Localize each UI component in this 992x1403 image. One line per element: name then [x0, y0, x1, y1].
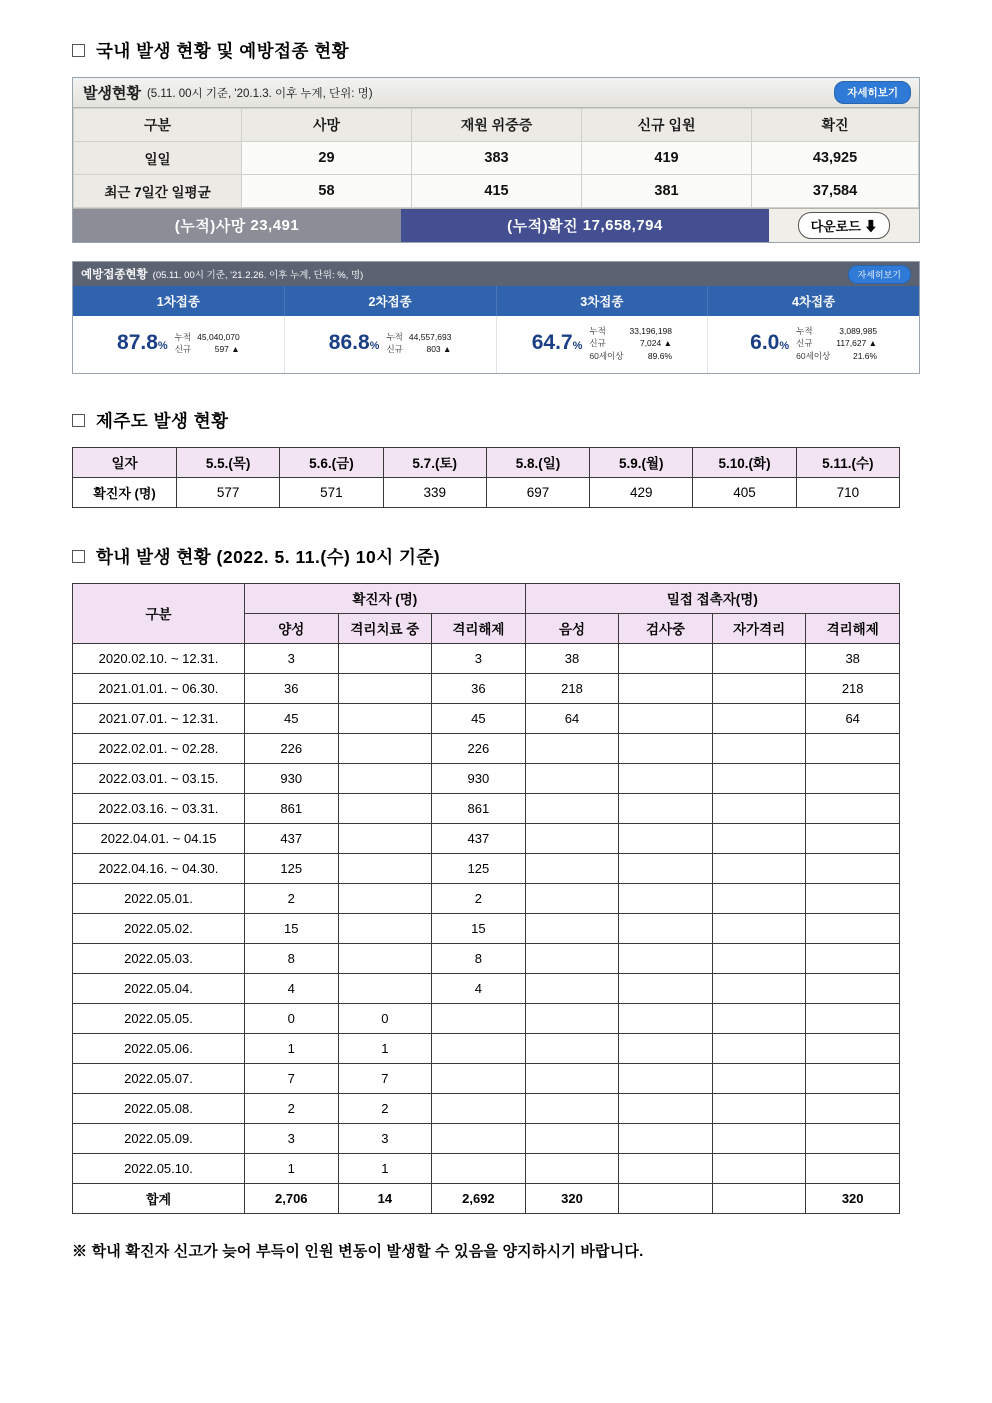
school-cell-5 [712, 643, 806, 673]
school-cell-4 [619, 883, 713, 913]
jeju-v0: 577 [177, 477, 280, 507]
school-cell-3: 64 [525, 703, 619, 733]
school-row-date: 2022.03.01. ~ 03.15. [73, 763, 245, 793]
vaccination-panel [72, 261, 920, 374]
table-row [73, 943, 900, 973]
cumulative-confirmed-value: 17,658,794 [582, 217, 663, 234]
jeju-v1: 571 [280, 477, 383, 507]
dose-4-k1: 신규 [796, 338, 813, 349]
school-cell-3 [525, 883, 619, 913]
school-cell-5 [712, 913, 806, 943]
school-cell-3: 38 [525, 643, 619, 673]
dose-3-k1: 신규 [589, 338, 606, 349]
table-row [73, 673, 900, 703]
kdca-occurrence-panel [72, 77, 920, 243]
school-cell-4 [619, 943, 713, 973]
school-cell-0: 4 [245, 973, 339, 1003]
school-cell-4 [619, 673, 713, 703]
table-row [73, 733, 900, 763]
jeju-h0: 일자 [73, 447, 177, 477]
school-cell-6 [806, 733, 900, 763]
school-cell-4 [619, 823, 713, 853]
school-sh-1: 격리치료 중 [338, 613, 432, 643]
school-cell-2 [432, 1003, 526, 1033]
school-cell-2: 2,692 [432, 1183, 526, 1213]
table-header-row [74, 109, 919, 142]
section-title: 제주도 발생 현황 [96, 410, 229, 431]
dose-4-v0: 3,089,985 [839, 326, 878, 336]
school-cell-1 [338, 883, 432, 913]
dose-2-percent: 86.8% [328, 331, 380, 355]
kdca-row0-label: 일일 [74, 142, 242, 175]
dose-2-v0: 44,557,693 [408, 332, 452, 343]
vaccination-detail-button[interactable]: 자세히보기 [848, 265, 911, 284]
dose-4-detail [796, 325, 877, 362]
school-cell-3 [525, 1153, 619, 1183]
dose-cell-3 [497, 316, 709, 373]
school-cell-5 [712, 703, 806, 733]
table-row [73, 913, 900, 943]
dose-header-4: 4차접종 [792, 295, 836, 309]
kdca-row1-label: 최근 7일간 일평균 [74, 175, 242, 208]
dose-cell-4 [708, 316, 919, 373]
school-cell-6 [806, 943, 900, 973]
kdca-title: 발생현황 [83, 85, 141, 102]
school-cell-3 [525, 793, 619, 823]
vaccination-dose-values [73, 316, 919, 373]
school-cell-4 [619, 1003, 713, 1033]
school-row-date: 2022.05.05. [73, 1003, 245, 1033]
school-cell-1 [338, 823, 432, 853]
school-h-contact: 밀접 접촉자(명) [525, 583, 899, 613]
vaccination-subtitle: (05.11. 00시 기준, '21.2.26. 이후 누계, 단위: %, 명) [152, 270, 364, 281]
school-cell-6 [806, 1093, 900, 1123]
dose-2-v1: 803 ▲ [426, 344, 452, 355]
dose-3-detail [589, 325, 672, 362]
school-cell-4 [619, 853, 713, 883]
dose-3-v2: 89.6% [647, 350, 673, 361]
school-cell-4 [619, 643, 713, 673]
table-row [73, 1063, 900, 1093]
school-row-date: 2022.05.08. [73, 1093, 245, 1123]
school-cases-table [72, 583, 900, 1214]
school-cell-1: 14 [338, 1183, 432, 1213]
school-cell-4 [619, 703, 713, 733]
school-row-date: 2020.02.10. ~ 12.31. [73, 643, 245, 673]
table-row [73, 643, 900, 673]
kdca-col-0: 구분 [74, 109, 242, 142]
school-row-date: 2022.03.16. ~ 03.31. [73, 793, 245, 823]
school-cell-5 [712, 1093, 806, 1123]
school-sh-4: 검사중 [619, 613, 713, 643]
school-cell-3 [525, 1093, 619, 1123]
school-cell-0: 7 [245, 1063, 339, 1093]
school-cell-5 [712, 1063, 806, 1093]
school-cell-2: 930 [432, 763, 526, 793]
table-row [73, 1153, 900, 1183]
school-cell-2 [432, 1123, 526, 1153]
dose-4-v1: 117,627 ▲ [836, 338, 878, 349]
school-sh-5: 자가격리 [712, 613, 806, 643]
vaccination-panel-header [73, 262, 919, 286]
school-row-date: 2022.05.04. [73, 973, 245, 1003]
jeju-row-label: 확진자 (명) [73, 477, 177, 507]
jeju-v4: 429 [590, 477, 693, 507]
cumulative-death-value: 23,491 [250, 217, 300, 234]
school-cell-6 [806, 1123, 900, 1153]
school-row-date: 2022.05.10. [73, 1153, 245, 1183]
table-row [73, 823, 900, 853]
school-cell-1: 1 [338, 1153, 432, 1183]
school-cell-2: 36 [432, 673, 526, 703]
school-cell-6 [806, 823, 900, 853]
school-cell-0: 437 [245, 823, 339, 853]
school-cell-2: 2 [432, 883, 526, 913]
dose-1-k0: 누적 [174, 332, 192, 343]
school-cell-5 [712, 823, 806, 853]
dose-1-k1: 신규 [174, 344, 192, 355]
section-heading-domestic [72, 38, 920, 63]
school-cell-5 [712, 853, 806, 883]
school-row-date: 2022.05.07. [73, 1063, 245, 1093]
school-cell-0: 3 [245, 1123, 339, 1153]
table-row [73, 793, 900, 823]
checkbox-icon [72, 44, 85, 57]
jeju-h2: 5.6.(금) [280, 447, 383, 477]
table-row-total [73, 1183, 900, 1213]
jeju-h5: 5.9.(월) [590, 447, 693, 477]
school-cell-0: 226 [245, 733, 339, 763]
school-cell-5 [712, 943, 806, 973]
school-cell-6 [806, 1033, 900, 1063]
school-cell-0: 1 [245, 1153, 339, 1183]
school-cell-6 [806, 913, 900, 943]
dose-header-1: 1차접종 [73, 286, 285, 316]
cumulative-death [73, 209, 401, 242]
school-cell-5 [712, 1003, 806, 1033]
school-cell-6 [806, 883, 900, 913]
table-row [74, 175, 919, 208]
kdca-panel-header [73, 78, 919, 108]
dose-cell-1 [73, 316, 285, 373]
kdca-cumulative-bar [73, 208, 919, 242]
school-row-date: 2022.05.01. [73, 883, 245, 913]
dose-4-k0: 누적 [796, 326, 813, 336]
school-cell-5 [712, 883, 806, 913]
cumulative-confirmed-label: (누적)확진 [507, 218, 579, 235]
school-cell-1 [338, 643, 432, 673]
school-cell-3 [525, 1063, 619, 1093]
school-cell-1: 3 [338, 1123, 432, 1153]
school-cell-3 [525, 733, 619, 763]
table-row [73, 973, 900, 1003]
dose-3-k2: 60세이상 [589, 350, 624, 361]
school-cell-2: 15 [432, 913, 526, 943]
school-cell-1 [338, 733, 432, 763]
school-cell-2 [432, 1033, 526, 1063]
vaccination-dose-headers [73, 286, 919, 316]
school-table-body [73, 643, 900, 1213]
dose-3-v0: 33,196,198 [629, 326, 673, 336]
school-cell-6: 320 [806, 1183, 900, 1213]
checkbox-icon [72, 414, 85, 427]
school-cell-4 [619, 1093, 713, 1123]
dose-1-v1: 597 ▲ [214, 344, 240, 355]
school-cell-0: 125 [245, 853, 339, 883]
school-cell-3 [525, 1003, 619, 1033]
school-cell-0: 2 [245, 1093, 339, 1123]
school-row-date: 2022.02.01. ~ 02.28. [73, 733, 245, 763]
table-row [73, 883, 900, 913]
checkbox-icon [72, 550, 85, 563]
dose-1-percent: 87.8% [117, 331, 168, 355]
school-cell-6: 64 [806, 703, 900, 733]
school-cell-0: 15 [245, 913, 339, 943]
school-cell-6 [806, 1003, 900, 1033]
download-button[interactable]: 다운로드 ⬇ [798, 212, 891, 239]
table-row [74, 142, 919, 175]
footnote: ※ 학내 확진자 신고가 늦어 부득이 인원 변동이 발생할 수 있음을 양지하시기 바랍니다. [72, 1242, 644, 1260]
kdca-detail-button[interactable]: 자세히보기 [834, 81, 911, 104]
school-cell-1 [338, 703, 432, 733]
school-cell-3 [525, 763, 619, 793]
school-row-date: 2022.05.09. [73, 1123, 245, 1153]
school-cell-2: 45 [432, 703, 526, 733]
section-heading-jeju [72, 408, 920, 433]
school-cell-4 [619, 1033, 713, 1063]
table-header-row-group [73, 583, 900, 613]
kdca-table [73, 108, 919, 208]
school-cell-2 [432, 1093, 526, 1123]
kdca-row1-v3: 37,584 [752, 175, 919, 208]
school-cell-5 [712, 1033, 806, 1063]
school-row-date: 2021.01.01. ~ 06.30. [73, 673, 245, 703]
dose-4-percent: 6.0% [750, 331, 790, 355]
school-cell-5 [712, 793, 806, 823]
table-row [73, 477, 900, 507]
school-cell-2 [432, 1063, 526, 1093]
school-cell-4 [619, 913, 713, 943]
dose-1-detail [175, 331, 240, 356]
school-cell-3: 218 [525, 673, 619, 703]
school-cell-2: 8 [432, 943, 526, 973]
school-cell-1 [338, 763, 432, 793]
table-row [73, 1123, 900, 1153]
kdca-col-4: 확진 [752, 109, 919, 142]
jeju-h4: 5.8.(일) [486, 447, 589, 477]
dose-3-k0: 누적 [589, 326, 606, 336]
school-cell-2 [432, 1153, 526, 1183]
school-row-date: 2022.04.16. ~ 04.30. [73, 853, 245, 883]
cumulative-death-label: (누적)사망 [174, 218, 246, 235]
dose-4-k2: 60세이상 [796, 350, 831, 361]
table-row [73, 1003, 900, 1033]
school-cell-2: 226 [432, 733, 526, 763]
school-cell-6 [806, 763, 900, 793]
school-cell-3 [525, 973, 619, 1003]
school-cell-1: 0 [338, 1003, 432, 1033]
school-cell-6 [806, 1153, 900, 1183]
dose-3-v1: 7,024 ▲ [639, 338, 673, 349]
school-cell-5 [712, 1153, 806, 1183]
dose-header-2: 2차접종 [285, 286, 497, 316]
school-cell-0: 930 [245, 763, 339, 793]
school-cell-0: 861 [245, 793, 339, 823]
school-sh-2: 격리해제 [432, 613, 526, 643]
table-header-row [73, 447, 900, 477]
kdca-row0-v3: 43,925 [752, 142, 919, 175]
school-cell-2: 3 [432, 643, 526, 673]
school-cell-3: 320 [525, 1183, 619, 1213]
jeju-h3: 5.7.(토) [383, 447, 486, 477]
school-cell-1: 1 [338, 1033, 432, 1063]
download-cell [769, 212, 919, 239]
school-cell-4 [619, 733, 713, 763]
cumulative-confirmed [401, 209, 769, 242]
school-cell-0: 0 [245, 1003, 339, 1033]
school-cell-5 [712, 1123, 806, 1153]
dose-1-v0: 45,040,070 [197, 332, 240, 343]
school-cell-0: 8 [245, 943, 339, 973]
school-cell-1: 2 [338, 1093, 432, 1123]
school-cell-0: 45 [245, 703, 339, 733]
school-cell-4 [619, 763, 713, 793]
school-row-date: 2022.04.01. ~ 04.15 [73, 823, 245, 853]
school-cell-1 [338, 973, 432, 1003]
jeju-h1: 5.5.(목) [177, 447, 280, 477]
school-sh-6: 격리해제 [806, 613, 900, 643]
school-cell-5 [712, 673, 806, 703]
school-cell-0: 36 [245, 673, 339, 703]
kdca-subtitle: (5.11. 00시 기준, '20.1.3. 이후 누계, 단위: 명) [146, 87, 373, 100]
section-title: 국내 발생 현황 및 예방접종 현황 [96, 41, 350, 61]
school-cell-0: 3 [245, 643, 339, 673]
school-cell-4 [619, 1153, 713, 1183]
jeju-v5: 405 [693, 477, 796, 507]
school-cell-4 [619, 973, 713, 1003]
kdca-row0-v1: 383 [412, 142, 582, 175]
school-cell-6: 218 [806, 673, 900, 703]
dose-4-v2: 21.6% [852, 350, 878, 361]
dose-2-k1: 신규 [386, 344, 403, 355]
school-row-date: 2021.07.01. ~ 12.31. [73, 703, 245, 733]
school-cell-5 [712, 1183, 806, 1213]
jeju-v6: 710 [796, 477, 899, 507]
table-row [73, 853, 900, 883]
table-row [73, 763, 900, 793]
kdca-col-1: 사망 [242, 109, 412, 142]
school-cell-5 [712, 763, 806, 793]
school-h-division: 구분 [73, 583, 245, 643]
school-cell-3 [525, 943, 619, 973]
kdca-col-3: 신규 입원 [582, 109, 752, 142]
school-cell-1 [338, 853, 432, 883]
school-cell-6 [806, 853, 900, 883]
school-row-date: 2022.05.06. [73, 1033, 245, 1063]
school-cell-3 [525, 823, 619, 853]
school-cell-4 [619, 1123, 713, 1153]
school-sh-3: 음성 [525, 613, 619, 643]
school-cell-1: 7 [338, 1063, 432, 1093]
jeju-h7: 5.11.(수) [796, 447, 899, 477]
kdca-col-2: 재원 위중증 [412, 109, 582, 142]
school-cell-4 [619, 1063, 713, 1093]
school-cell-1 [338, 943, 432, 973]
school-cell-3 [525, 1123, 619, 1153]
school-cell-5 [712, 973, 806, 1003]
school-cell-2: 437 [432, 823, 526, 853]
dose-header-3: 3차접종 [497, 286, 709, 316]
kdca-row1-v0: 58 [242, 175, 412, 208]
school-row-date: 2022.05.02. [73, 913, 245, 943]
school-cell-1 [338, 793, 432, 823]
school-cell-3 [525, 1033, 619, 1063]
jeju-table [72, 447, 900, 508]
school-cell-1 [338, 913, 432, 943]
kdca-row0-v0: 29 [242, 142, 412, 175]
jeju-v2: 339 [383, 477, 486, 507]
school-cell-6 [806, 973, 900, 1003]
dose-cell-2 [285, 316, 497, 373]
school-row-date: 2022.05.03. [73, 943, 245, 973]
table-row [73, 1033, 900, 1063]
school-cell-2: 4 [432, 973, 526, 1003]
section-title: 학내 발생 현황 (2022. 5. 11.(수) 10시 기준) [96, 546, 441, 567]
school-cell-0: 2 [245, 883, 339, 913]
school-total-label: 합계 [73, 1183, 245, 1213]
school-sh-0: 양성 [245, 613, 339, 643]
school-cell-4 [619, 793, 713, 823]
dose-2-detail [386, 331, 451, 356]
school-cell-2: 861 [432, 793, 526, 823]
table-row [73, 703, 900, 733]
school-cell-5 [712, 733, 806, 763]
kdca-row1-v1: 415 [412, 175, 582, 208]
school-cell-0: 1 [245, 1033, 339, 1063]
school-cell-6 [806, 1063, 900, 1093]
jeju-h6: 5.10.(화) [693, 447, 796, 477]
school-h-confirmed: 확진자 (명) [245, 583, 526, 613]
jeju-v3: 697 [486, 477, 589, 507]
vaccination-title: 예방접종현황 [81, 269, 148, 281]
school-cell-6: 38 [806, 643, 900, 673]
kdca-row1-v2: 381 [582, 175, 752, 208]
school-cell-3 [525, 853, 619, 883]
school-cell-2: 125 [432, 853, 526, 883]
school-cell-3 [525, 913, 619, 943]
school-cell-4 [619, 1183, 713, 1213]
school-cell-6 [806, 793, 900, 823]
dose-3-percent: 64.7% [531, 331, 583, 355]
kdca-row0-v2: 419 [582, 142, 752, 175]
table-row [73, 1093, 900, 1123]
school-cell-0: 2,706 [245, 1183, 339, 1213]
school-cell-1 [338, 673, 432, 703]
dose-2-k0: 누적 [386, 332, 403, 343]
section-heading-school [72, 544, 920, 569]
